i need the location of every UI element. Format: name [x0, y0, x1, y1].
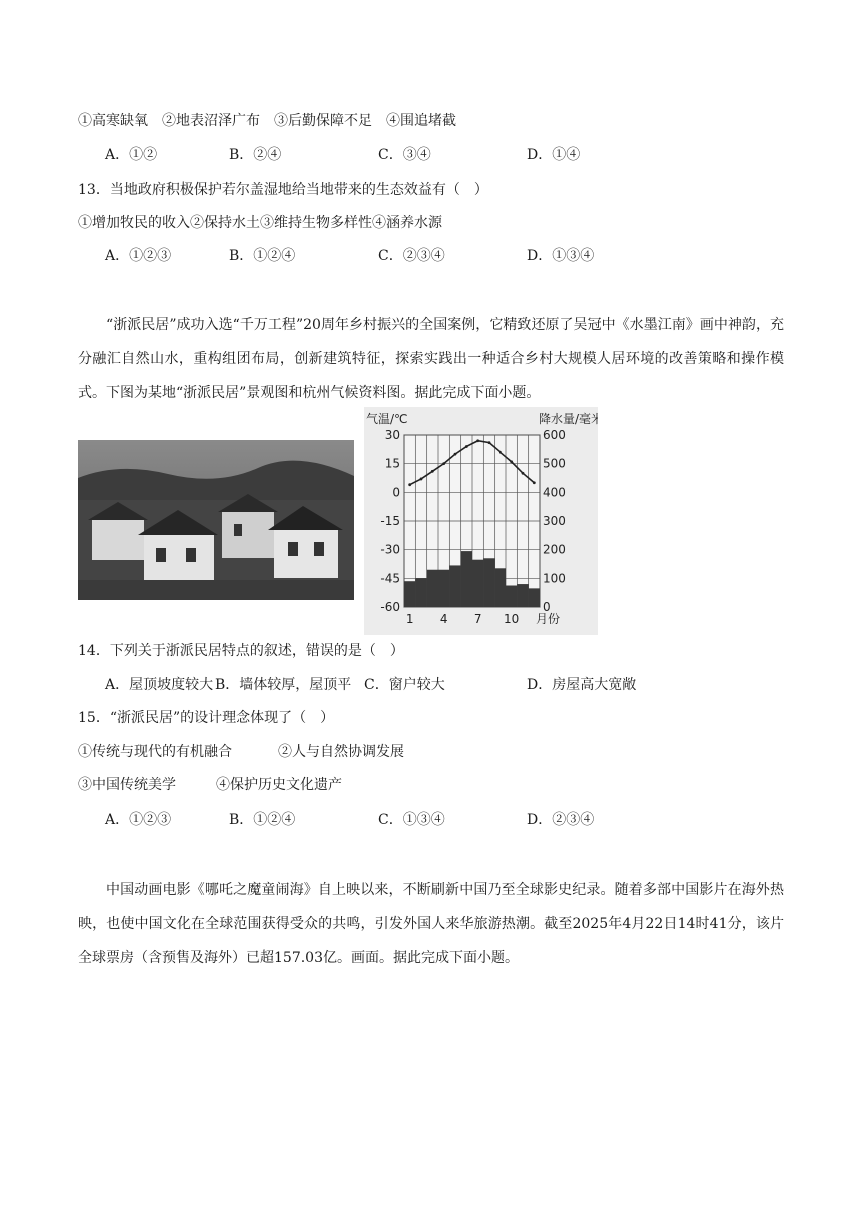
precip-bar: [483, 558, 494, 607]
temperature-point: [454, 453, 457, 456]
q14-option-a: A．屋顶坡度较大: [105, 677, 214, 693]
q15-item-1: ①传统与现代的有机融合: [78, 744, 232, 760]
left-tick-label: -15: [380, 514, 400, 528]
left-axis-title: 气温/℃: [366, 412, 408, 426]
left-tick-label: -30: [380, 542, 400, 557]
right-tick-label: 500: [543, 456, 566, 471]
passage-zhejiang-dwellings: “浙派民居”成功入选“千万工程”20周年乡村振兴的全国案例，它精致还原了吴冠中《水墨江南》画中神韵，充分融汇自然山水，重构组团布局，创新建筑特征，探索实践出一种适合乡村大规模人居环境的改善策略和操作模式。下图为某地“浙派民居”景观图和杭州气候资料图。据此完成下面小题。: [78, 317, 784, 401]
temperature-point: [476, 439, 479, 442]
right-tick-label: 400: [543, 485, 566, 500]
q12-option-b: B．②④: [229, 147, 282, 163]
x-tick-label: 4: [439, 612, 448, 626]
right-tick-label: 300: [543, 514, 566, 528]
q12-option-a: A．①②: [105, 147, 158, 163]
q14-option-d: D．房屋高大宽敞: [527, 677, 637, 693]
right-axis-title: 降水量/毫米: [539, 412, 598, 426]
q15-option-c: C．①③④: [378, 812, 445, 828]
right-tick-label: 0: [543, 600, 551, 614]
precip-bar: [517, 584, 528, 607]
precip-bar: [461, 551, 472, 607]
temperature-point: [499, 451, 502, 454]
q13-option-c: C．②③④: [378, 248, 445, 264]
climate-chart: [364, 407, 598, 635]
precip-bar: [438, 570, 449, 607]
right-tick-label: 200: [543, 542, 566, 557]
temperature-point: [408, 483, 411, 486]
right-tick-label: 600: [543, 428, 566, 442]
q15-item-2: ②人与自然协调发展: [278, 744, 404, 760]
left-tick-label: 30: [384, 428, 400, 442]
dwelling-photo: [78, 440, 354, 600]
precip-bar: [529, 588, 540, 607]
q15-option-b: B．①②④: [229, 812, 296, 828]
q13-option-b: B．①②④: [229, 248, 296, 264]
precip-bar: [449, 565, 460, 607]
left-tick-label: 0: [392, 485, 400, 500]
temperature-point: [510, 460, 513, 463]
q15-option-a: A．①②③: [105, 812, 172, 828]
precip-bar: [427, 570, 438, 607]
q13-items: ①增加牧民的收入②保持水土③维持生物多样性④涵养水源: [78, 215, 442, 231]
x-axis-unit: 月份: [536, 612, 561, 626]
left-tick-label: -60: [380, 600, 400, 614]
x-tick-label: 7: [473, 612, 482, 626]
q14-option-b: B．墙体较厚，屋顶平: [215, 677, 352, 693]
precip-bar: [404, 581, 415, 607]
temperature-point: [420, 478, 423, 481]
q12-items: ①高寒缺氧 ②地表沼泽广布 ③后勤保障不足 ④围追堵截: [78, 113, 456, 129]
q13-stem: 13．当地政府积极保护若尔盖湿地给当地带来的生态效益有（ ）: [78, 182, 488, 198]
left-tick-label: 15: [384, 456, 400, 471]
q15-option-d: D．②③④: [527, 812, 595, 828]
q14-stem: 14．下列关于浙派民居特点的叙述，错误的是（ ）: [78, 643, 404, 659]
q12-option-c: C．③④: [378, 147, 431, 163]
x-tick-label: 1: [405, 612, 414, 626]
q13-option-a: A．①②③: [105, 248, 172, 264]
q14-option-c: C．窗户较大: [364, 677, 445, 693]
temperature-point: [465, 445, 468, 448]
precip-bar: [472, 560, 483, 607]
left-tick-label: -45: [380, 571, 400, 586]
right-tick-label: 100: [543, 571, 566, 586]
x-tick-label: 10: [504, 612, 520, 626]
passage-nezha-film: 中国动画电影《哪吒之魔童闹海》自上映以来，不断刷新中国乃至全球影史纪录。随着多部中国影片在海外热映，也使中国文化在全球范围获得受众的共鸣，引发外国人来华旅游热潮。截至2025年4月22日14时41分，该片全球票房（含预售及海外）已超157.03亿。画面。据此完成下面小题。: [78, 882, 784, 966]
q12-option-d: D．①④: [527, 147, 581, 163]
precip-bar: [415, 578, 426, 607]
temperature-point: [431, 470, 434, 473]
q15-stem: 15．“浙派民居”的设计理念体现了（ ）: [78, 710, 335, 726]
precip-bar: [506, 586, 517, 608]
temperature-point: [522, 472, 525, 475]
q13-option-d: D．①③④: [527, 248, 595, 264]
q15-item-4: ④保护历史文化遗产: [216, 777, 342, 793]
temperature-point: [488, 441, 491, 444]
precip-bar: [495, 568, 506, 607]
q15-item-3: ③中国传统美学: [78, 777, 176, 793]
temperature-point: [533, 481, 536, 484]
temperature-point: [442, 462, 445, 465]
